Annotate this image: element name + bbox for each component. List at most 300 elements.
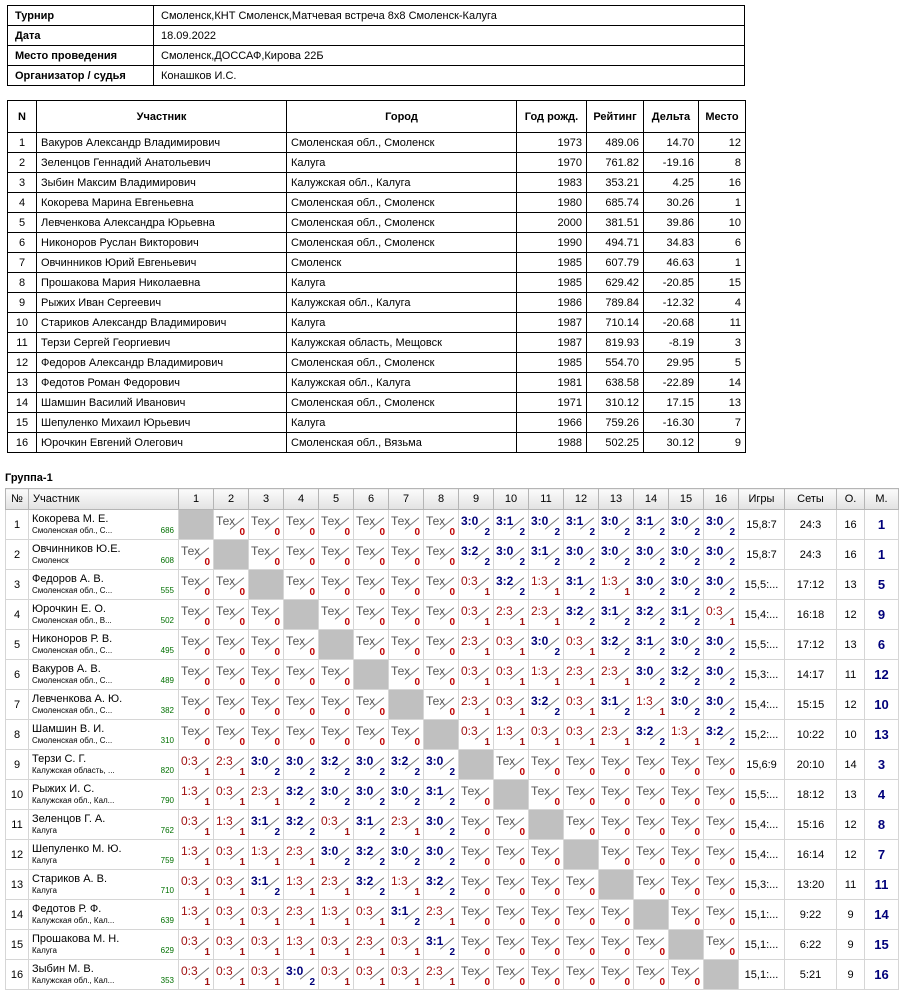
cross-cell-result	[354, 540, 389, 570]
cross-sets: 15:15	[785, 690, 837, 720]
cross-sets: 16:18	[785, 600, 837, 630]
cross-games: 15,3:...	[739, 660, 785, 690]
cross-cell-result	[634, 690, 669, 720]
cross-sets: 16:14	[785, 840, 837, 870]
participant-n: 8	[8, 273, 37, 293]
cross-cell-score: 1:3	[531, 574, 548, 588]
cross-cell-result	[599, 570, 634, 600]
cross-cell-result	[389, 960, 424, 990]
cross-cell-score: Тех	[251, 514, 271, 528]
cross-participant-rating: 759	[160, 856, 174, 865]
participant-name: Зеленцов Геннадий Анатольевич	[37, 153, 287, 173]
participant-place: 3	[699, 333, 746, 353]
cross-cell-points: 2	[624, 647, 630, 658]
cross-cell-points: 1	[519, 677, 525, 688]
cross-cell-result	[529, 540, 564, 570]
cross-cell-result	[634, 660, 669, 690]
crosstable-row	[6, 840, 899, 870]
cross-cell-result	[494, 660, 529, 690]
cross-row-number: 12	[6, 840, 29, 870]
cross-cell-result	[529, 780, 564, 810]
cross-cell-result	[284, 780, 319, 810]
participant-n: 5	[8, 213, 37, 233]
participant-year: 1987	[517, 333, 587, 353]
cross-cell-result	[249, 660, 284, 690]
cross-cell-score: 0:3	[216, 784, 233, 798]
participant-delta: -20.85	[644, 273, 699, 293]
cross-cell-result	[179, 630, 214, 660]
cross-cell-points: 0	[274, 527, 280, 538]
cross-cell-points: 0	[344, 737, 350, 748]
cross-cell-score: 3:0	[706, 544, 724, 558]
cross-cell-points: 1	[484, 707, 490, 718]
cross-cell-result	[389, 840, 424, 870]
cross-cell-result	[389, 540, 424, 570]
cross-participant-rating: 790	[160, 796, 174, 805]
cross-participant-rating: 382	[160, 706, 174, 715]
cross-cell-result	[564, 510, 599, 540]
cross-cell-points: 2	[309, 827, 315, 838]
cross-cell-score: 3:2	[286, 814, 304, 828]
cross-cell-result	[529, 510, 564, 540]
cross-cell-score: 0:3	[531, 724, 548, 738]
cross-cell-points: 2	[659, 617, 665, 628]
cross-participant-name: Шамшин В. И.	[32, 723, 105, 735]
cross-cell-points: 2	[449, 887, 455, 898]
cross-cell-result	[179, 810, 214, 840]
cross-cell-points: 0	[204, 557, 210, 568]
cross-cell-score: Тех	[496, 874, 516, 888]
crosstable-row	[6, 960, 899, 990]
cross-cell-score: 3:0	[461, 514, 479, 528]
crosstable-body	[6, 510, 899, 990]
cross-cell-score: 3:1	[251, 814, 269, 828]
cross-cell-points: 1	[414, 947, 420, 958]
cross-cell-score: Тех	[181, 724, 201, 738]
cross-cell-score: Тех	[426, 634, 446, 648]
cross-row-number: 9	[6, 750, 29, 780]
cross-cell-result	[424, 600, 459, 630]
cross-cell-result	[564, 900, 599, 930]
cross-cell-self	[179, 510, 214, 540]
cross-cell-score: 2:3	[461, 694, 478, 708]
cross-cell-score: 3:1	[391, 904, 409, 918]
cross-cell-score: Тех	[321, 604, 341, 618]
cross-row-number: 8	[6, 720, 29, 750]
cross-participant-rating: 489	[160, 676, 174, 685]
cross-cell-points: 0	[729, 857, 735, 868]
cross-cell-result	[214, 570, 249, 600]
info-label: Место проведения	[8, 46, 154, 66]
cross-cell-points: 0	[729, 917, 735, 928]
participant-rating: 789.84	[587, 293, 644, 313]
cross-header-col: 12	[564, 489, 599, 510]
crosstable-row	[6, 720, 899, 750]
cross-cell-score: Тех	[391, 664, 411, 678]
cross-sets: 14:17	[785, 660, 837, 690]
cross-participant-city: Калуга	[32, 946, 57, 955]
cross-cell-self	[354, 660, 389, 690]
cross-cell-result	[389, 900, 424, 930]
cross-cell-score: Тех	[356, 604, 376, 618]
participant-n: 7	[8, 253, 37, 273]
cross-participant-city: Калужская обл., Кал...	[32, 976, 115, 985]
cross-place: 4	[865, 780, 899, 810]
cross-cell-points: 0	[204, 647, 210, 658]
cross-cell-points: 0	[204, 737, 210, 748]
cross-cell-result	[424, 870, 459, 900]
cross-cell-points: 1	[344, 977, 350, 988]
info-label: Турнир	[8, 6, 154, 26]
participant-rating: 353.21	[587, 173, 644, 193]
cross-cell-points: 2	[414, 857, 420, 868]
cross-participant	[29, 810, 179, 840]
cross-cell-result	[284, 540, 319, 570]
cross-participant-rating: 820	[160, 766, 174, 775]
cross-cell-score: 2:3	[566, 664, 583, 678]
cross-cell-score: Тех	[636, 934, 656, 948]
cross-cell-score: Тех	[601, 934, 621, 948]
cross-cell-points: 2	[554, 707, 560, 718]
cross-points: 10	[837, 720, 865, 750]
cross-header-name: Участник	[29, 489, 179, 510]
cross-cell-score: Тех	[426, 514, 446, 528]
col-header-rating: Рейтинг	[587, 101, 644, 133]
participant-rating: 761.82	[587, 153, 644, 173]
cross-cell-points: 1	[344, 917, 350, 928]
cross-cell-result	[459, 600, 494, 630]
cross-place: 8	[865, 810, 899, 840]
participant-name: Федотов Роман Федорович	[37, 373, 287, 393]
cross-cell-result	[424, 930, 459, 960]
cross-participant-name: Зыбин М. В.	[32, 963, 94, 975]
cross-cell-result	[319, 840, 354, 870]
cross-cell-points: 0	[204, 617, 210, 628]
participant-name: Шепуленко Михаил Юрьевич	[37, 413, 287, 433]
cross-games: 15,8:7	[739, 540, 785, 570]
crosstable-row	[6, 810, 899, 840]
cross-cell-score: 0:3	[496, 664, 513, 678]
cross-cell-points: 1	[309, 917, 315, 928]
cross-participant-name: Овчинников Ю.Е.	[32, 543, 121, 555]
participant-delta: 14.70	[644, 133, 699, 153]
cross-cell-result	[494, 540, 529, 570]
cross-cell-score: 0:3	[496, 694, 513, 708]
crosstable-row	[6, 870, 899, 900]
cross-row-number: 10	[6, 780, 29, 810]
cross-cell-result	[214, 900, 249, 930]
cross-cell-score: Тех	[216, 514, 236, 528]
cross-cell-result	[284, 930, 319, 960]
cross-games: 15,1:...	[739, 900, 785, 930]
cross-cell-points: 2	[344, 797, 350, 808]
participant-delta: 46.63	[644, 253, 699, 273]
cross-cell-points: 1	[204, 767, 210, 778]
cross-cell-result	[389, 810, 424, 840]
cross-cell-points: 2	[659, 737, 665, 748]
cross-cell-score: Тех	[566, 784, 586, 798]
participant-city: Калуга	[287, 313, 517, 333]
cross-cell-score: Тех	[636, 844, 656, 858]
cross-cell-result	[249, 630, 284, 660]
cross-cell-points: 2	[729, 737, 735, 748]
cross-cell-self	[459, 750, 494, 780]
cross-header-points: О.	[837, 489, 865, 510]
cross-games: 15,4:...	[739, 690, 785, 720]
cross-cell-score: Тех	[181, 574, 201, 588]
participant-rating: 554.70	[587, 353, 644, 373]
cross-participant-city: Смоленская обл., С...	[32, 736, 113, 745]
cross-cell-points: 2	[449, 947, 455, 958]
cross-cell-score: 3:0	[636, 544, 654, 558]
cross-cell-points: 1	[274, 917, 280, 928]
cross-cell-result	[669, 900, 704, 930]
cross-cell-score: Тех	[531, 844, 551, 858]
cross-cell-points: 1	[239, 857, 245, 868]
cross-cell-points: 0	[379, 557, 385, 568]
cross-cell-points: 0	[414, 647, 420, 658]
cross-cell-score: Тех	[706, 844, 726, 858]
cross-cell-points: 0	[694, 827, 700, 838]
cross-cell-points: 2	[729, 647, 735, 658]
cross-cell-points: 0	[659, 947, 665, 958]
cross-row-number: 16	[6, 960, 29, 990]
cross-cell-result	[704, 570, 739, 600]
cross-cell-result	[564, 630, 599, 660]
participant-row	[8, 393, 746, 413]
cross-cell-points: 2	[449, 857, 455, 868]
cross-cell-score: 3:1	[566, 574, 584, 588]
cross-cell-result	[459, 780, 494, 810]
cross-cell-score: Тех	[671, 874, 691, 888]
cross-cell-result	[354, 630, 389, 660]
cross-cell-points: 0	[484, 977, 490, 988]
cross-cell-score: Тех	[181, 634, 201, 648]
participant-year: 1990	[517, 233, 587, 253]
cross-cell-points: 0	[274, 557, 280, 568]
cross-cell-result	[494, 630, 529, 660]
info-value: 18.09.2022	[154, 26, 745, 46]
cross-cell-self	[319, 630, 354, 660]
cross-cell-result	[704, 630, 739, 660]
participant-place: 15	[699, 273, 746, 293]
cross-cell-points: 0	[379, 527, 385, 538]
cross-cell-score: Тех	[601, 964, 621, 978]
cross-cell-points: 0	[379, 587, 385, 598]
cross-row-number: 4	[6, 600, 29, 630]
cross-cell-result	[354, 750, 389, 780]
cross-cell-score: Тех	[216, 634, 236, 648]
participant-delta: -12.32	[644, 293, 699, 313]
cross-cell-score: 1:3	[601, 574, 618, 588]
cross-cell-score: 1:3	[181, 784, 198, 798]
cross-header-col: 16	[704, 489, 739, 510]
cross-cell-score: 0:3	[321, 934, 338, 948]
cross-cell-score: 3:0	[566, 544, 584, 558]
cross-cell-points: 0	[414, 527, 420, 538]
cross-cell-points: 2	[519, 527, 525, 538]
cross-cell-result	[564, 870, 599, 900]
cross-cell-points: 1	[239, 947, 245, 958]
cross-cell-points: 2	[729, 527, 735, 538]
cross-cell-result	[529, 660, 564, 690]
col-header-delta: Дельта	[644, 101, 699, 133]
cross-cell-score: Тех	[391, 724, 411, 738]
cross-points: 13	[837, 780, 865, 810]
cross-cell-points: 0	[519, 947, 525, 958]
cross-points: 12	[837, 840, 865, 870]
cross-cell-points: 1	[484, 617, 490, 628]
cross-cell-score: Тех	[496, 964, 516, 978]
cross-cell-points: 0	[554, 797, 560, 808]
cross-cell-score: Тех	[706, 754, 726, 768]
cross-cell-points: 2	[274, 887, 280, 898]
cross-cell-points: 1	[729, 617, 735, 628]
cross-cell-score: Тех	[461, 964, 481, 978]
cross-sets: 9:22	[785, 900, 837, 930]
participant-city: Калужская обл., Калуга	[287, 173, 517, 193]
cross-participant-city: Смоленская обл., С...	[32, 526, 113, 535]
cross-cell-result	[214, 660, 249, 690]
cross-cell-result	[319, 780, 354, 810]
cross-cell-score: Тех	[356, 514, 376, 528]
cross-participant-name: Зеленцов Г. А.	[32, 813, 106, 825]
participants-body	[8, 133, 746, 453]
cross-cell-result	[179, 870, 214, 900]
cross-cell-score: 0:3	[391, 964, 408, 978]
cross-cell-score: 2:3	[601, 664, 618, 678]
cross-cell-score: Тех	[181, 694, 201, 708]
cross-cell-points: 2	[624, 557, 630, 568]
cross-cell-result	[179, 840, 214, 870]
participant-city: Калуга	[287, 153, 517, 173]
cross-cell-points: 0	[624, 767, 630, 778]
cross-cell-result	[249, 840, 284, 870]
cross-cell-points: 1	[379, 917, 385, 928]
cross-cell-score: 1:3	[496, 724, 513, 738]
participant-year: 1971	[517, 393, 587, 413]
cross-cell-score: Тех	[391, 574, 411, 588]
cross-participant-rating: 629	[160, 946, 174, 955]
cross-cell-result	[564, 540, 599, 570]
cross-cell-result	[424, 690, 459, 720]
cross-cell-result	[249, 750, 284, 780]
cross-cell-result	[669, 660, 704, 690]
cross-cell-points: 0	[414, 557, 420, 568]
participant-n: 10	[8, 313, 37, 333]
cross-cell-points: 0	[729, 767, 735, 778]
cross-cell-points: 2	[589, 557, 595, 568]
cross-cell-result	[459, 930, 494, 960]
cross-cell-points: 1	[204, 947, 210, 958]
cross-row-number: 7	[6, 690, 29, 720]
cross-cell-result	[249, 720, 284, 750]
cross-cell-points: 0	[589, 917, 595, 928]
cross-cell-result	[669, 960, 704, 990]
cross-cell-score: 3:0	[601, 544, 619, 558]
cross-cell-points: 0	[309, 677, 315, 688]
cross-cell-score: 0:3	[251, 904, 268, 918]
cross-cell-score: 2:3	[391, 814, 408, 828]
cross-cell-result	[669, 510, 704, 540]
cross-cell-points: 1	[589, 707, 595, 718]
cross-participant-city: Смоленская обл., С...	[32, 706, 113, 715]
cross-cell-score: Тех	[286, 634, 306, 648]
cross-cell-result	[704, 930, 739, 960]
cross-cell-result	[459, 690, 494, 720]
cross-games: 15,3:...	[739, 870, 785, 900]
cross-cell-points: 2	[694, 677, 700, 688]
cross-cell-result	[564, 690, 599, 720]
cross-cell-result	[704, 690, 739, 720]
cross-cell-score: 2:3	[461, 634, 478, 648]
cross-games: 15,4:...	[739, 600, 785, 630]
cross-cell-result	[214, 750, 249, 780]
cross-cell-points: 2	[589, 617, 595, 628]
cross-participant	[29, 870, 179, 900]
participant-row	[8, 273, 746, 293]
cross-cell-score: 0:3	[461, 574, 478, 588]
cross-participant-name: Кокорева М. Е.	[32, 513, 109, 525]
cross-cell-points: 0	[379, 707, 385, 718]
cross-cell-score: 3:2	[286, 784, 304, 798]
cross-cell-result	[459, 900, 494, 930]
cross-participant-rating: 639	[160, 916, 174, 925]
cross-cell-score: 0:3	[216, 934, 233, 948]
cross-cell-score: 3:0	[426, 814, 444, 828]
cross-cell-points: 1	[274, 947, 280, 958]
cross-cell-result	[669, 690, 704, 720]
cross-cell-result	[354, 570, 389, 600]
cross-cell-result	[529, 690, 564, 720]
cross-cell-points: 0	[484, 917, 490, 928]
cross-cell-score: Тех	[496, 934, 516, 948]
cross-cell-result	[424, 510, 459, 540]
col-header-n: N	[8, 101, 37, 133]
cross-participant	[29, 780, 179, 810]
cross-cell-result	[634, 510, 669, 540]
participant-delta: -20.68	[644, 313, 699, 333]
cross-participant-city: Смоленская обл., С...	[32, 646, 113, 655]
cross-cell-result	[389, 510, 424, 540]
cross-cell-score: 0:3	[181, 934, 198, 948]
cross-sets: 15:16	[785, 810, 837, 840]
cross-cell-result	[214, 720, 249, 750]
cross-cell-score: 3:0	[391, 784, 409, 798]
cross-cell-score: Тех	[426, 544, 446, 558]
cross-header-place: М.	[865, 489, 899, 510]
cross-cell-result	[179, 570, 214, 600]
cross-cell-self	[599, 870, 634, 900]
crosstable-row	[6, 660, 899, 690]
cross-cell-result	[529, 870, 564, 900]
cross-cell-score: 3:2	[636, 604, 654, 618]
cross-cell-score: 1:3	[531, 664, 548, 678]
cross-participant-name: Стариков А. В.	[32, 873, 108, 885]
cross-cell-score: 2:3	[426, 964, 443, 978]
cross-cell-score: Тех	[531, 934, 551, 948]
cross-cell-score: 0:3	[356, 964, 373, 978]
cross-cell-points: 1	[344, 827, 350, 838]
cross-sets: 5:21	[785, 960, 837, 990]
cross-points: 14	[837, 750, 865, 780]
cross-cell-score: 3:2	[566, 604, 584, 618]
participant-row	[8, 433, 746, 453]
cross-cell-result	[669, 840, 704, 870]
cross-cell-result	[494, 510, 529, 540]
cross-cell-score: 3:0	[671, 544, 689, 558]
participant-n: 15	[8, 413, 37, 433]
